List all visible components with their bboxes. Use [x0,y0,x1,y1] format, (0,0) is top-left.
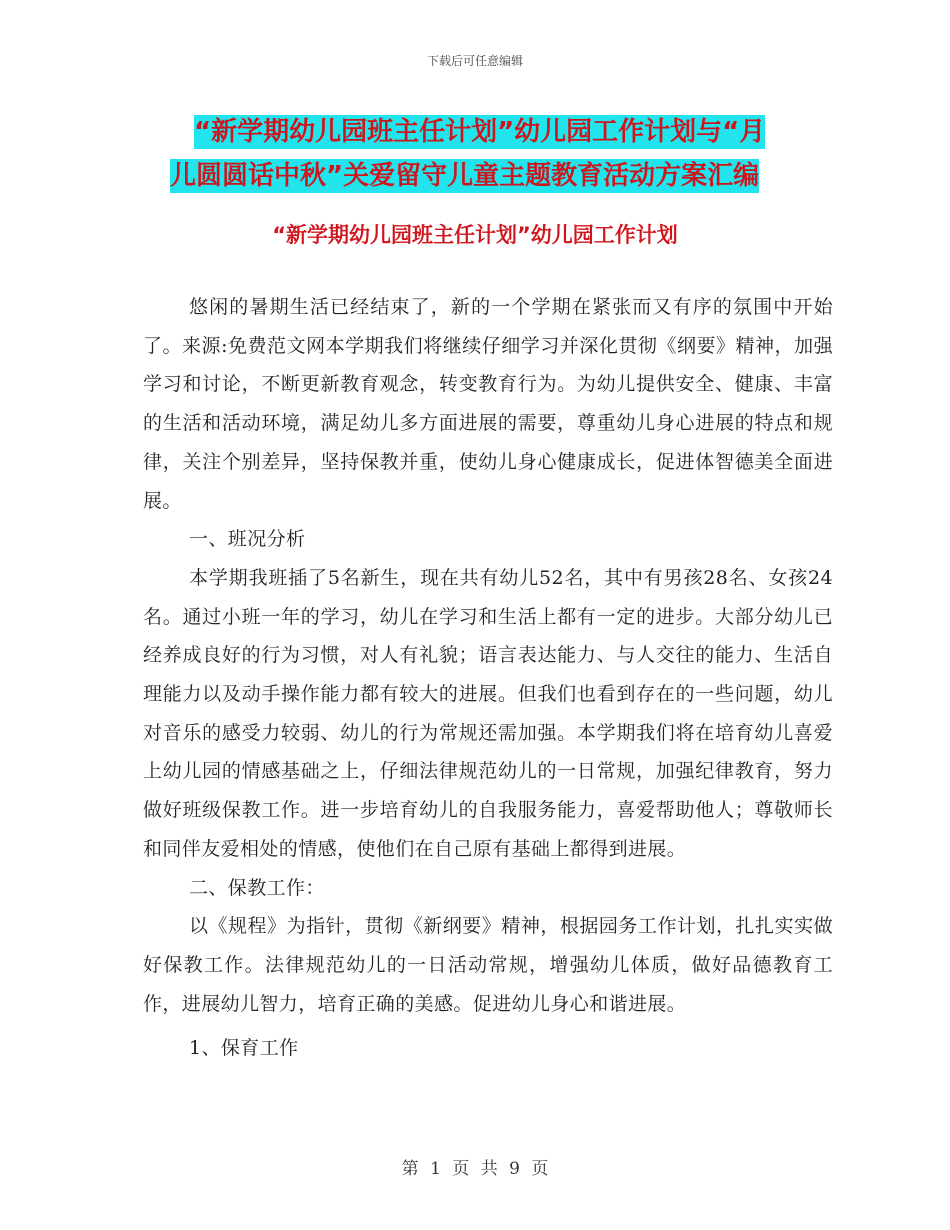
document-title-line-1: “新学期幼儿园班主任计划”幼儿园工作计划与“月 [194,117,766,147]
section-title: “新学期幼儿园班主任计划”幼儿园工作计划 [272,223,678,247]
document-title-line-2: 儿圆圆话中秋”关爱留守儿童主题教育活动方案汇编 [170,161,760,191]
paragraph-class-analysis: 本学期我班插了5名新生，现在共有幼儿52名，其中有男孩28名、女孩24名。通过小班一年的学习，幼儿在学习和生活上都有一定的进步。大部分幼儿已经养成良好的行为习惯，对人有礼貌；语言表达能力、与人交往的能力、生活自理能力以及动手操作能力都有较大的进展。但我们也看到存在的一些问题，幼儿对音乐的感受力较弱、幼儿的行为常规还需加强。本学期我们将在培育幼儿喜爱上幼儿园的情感基础之上，仔细法律规范幼儿的一日常规，加强纪律教育，努力做好班级保教工作。进一步培育幼儿的自我服务能力，喜爱帮助他人；尊敬师长和同伴友爱相处的情感，使他们在自己原有基础上都得到进展。 [143,566,833,860]
body-text [143,288,833,1068]
heading-nursing-work: 1、保育工作 [189,1037,299,1060]
heading-class-analysis: 一、班况分析 [189,528,306,551]
heading-care-education: 二、保教工作： [189,876,325,899]
header-note: 下载后可任意编辑 [426,54,523,68]
page-footer: 第 1 页 共 9 页 [401,1159,549,1179]
paragraph-care-education: 以《规程》为指针，贯彻《新纲要》精神，根据园务工作计划，扎扎实实做好保教工作。法律规范幼儿的一日活动常规，增强幼儿体质，做好品德教育工作，进展幼儿智力，培育正确的美感。促进幼儿身心和谐进展。 [143,915,833,1015]
document-title [140,110,820,198]
paragraph-intro: 悠闲的暑期生活已经结束了，新的一个学期在紧张而又有序的氛围中开始了。来源:免费范文网本学期我们将继续仔细学习并深化贯彻《纲要》精神，加强学习和讨论，不断更新教育观念，转变教育行为。为幼儿提供安全、健康、丰富的生活和活动环境，满足幼儿多方面进展的需要，尊重幼儿身心进展的特点和规律，关注个别差异，坚持保教并重，使幼儿身心健康成长，促进体智德美全面进展。 [143,296,833,512]
